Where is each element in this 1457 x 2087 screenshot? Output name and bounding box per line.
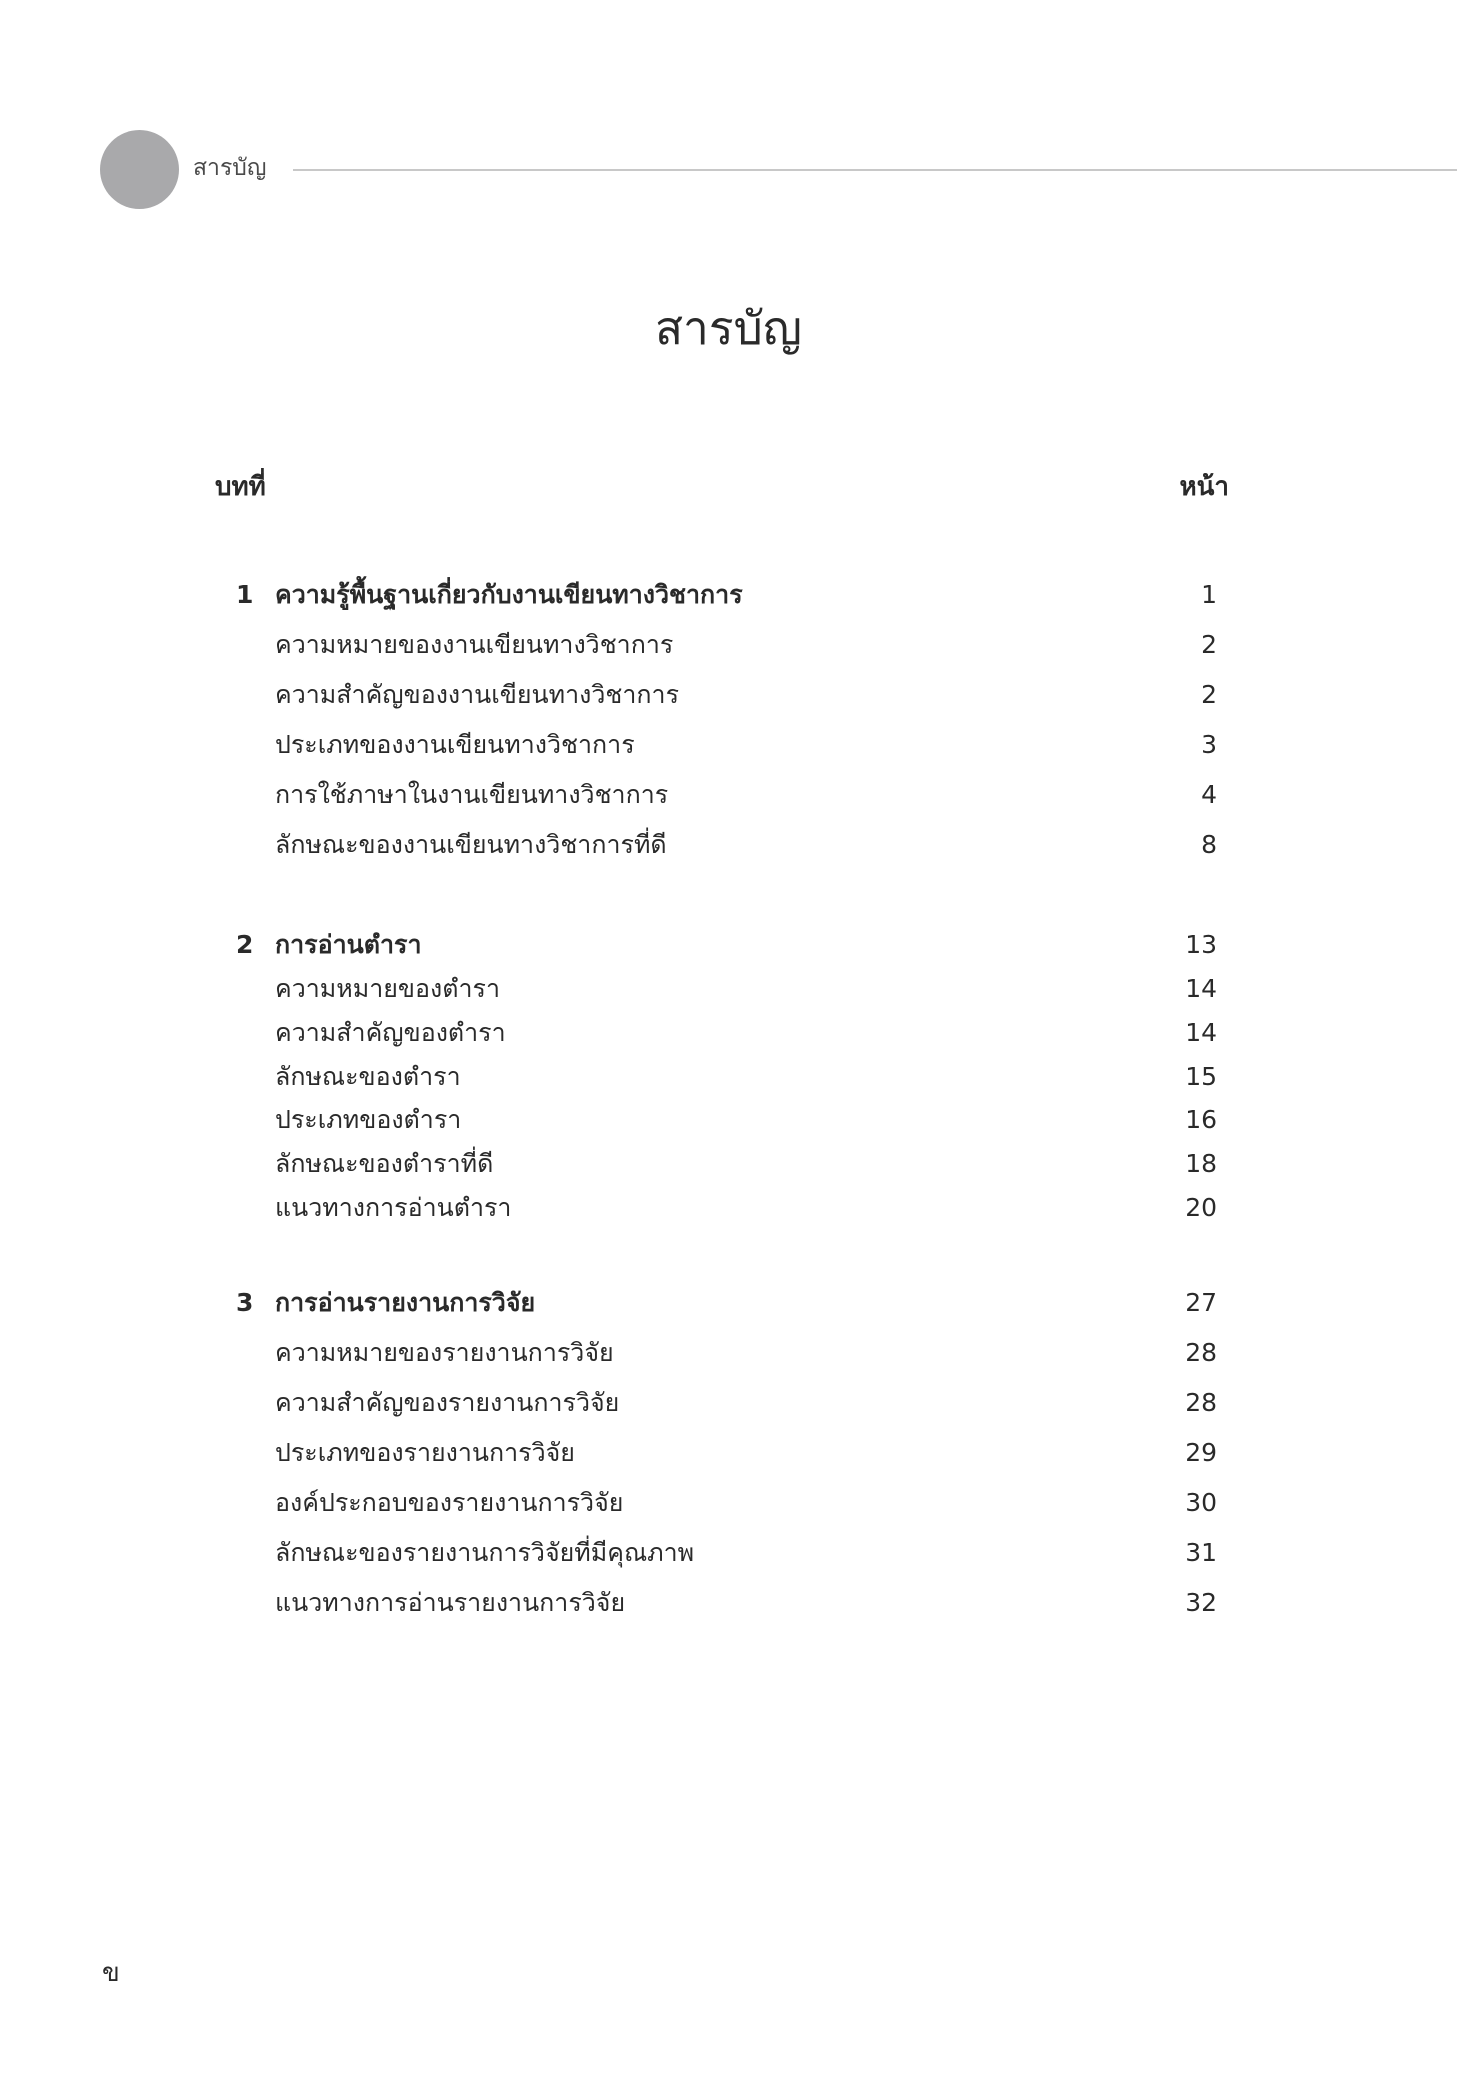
page-number: 8: [1201, 830, 1217, 859]
section-title: ความสำคัญของรายงานการวิจัย: [275, 1388, 620, 1417]
toc-section: [0, 825, 1457, 865]
page-number: 28: [1185, 1338, 1217, 1367]
section-title: ลักษณะของตำราที่ดี: [275, 1149, 494, 1178]
page-number: 2: [1201, 680, 1217, 709]
page-number: 27: [1185, 1288, 1217, 1317]
toc-section: [0, 1333, 1457, 1373]
page-number: 31: [1185, 1538, 1217, 1567]
chapter-number: 1: [236, 580, 254, 609]
section-title: ลักษณะของรายงานการวิจัยที่มีคุณภาพ: [275, 1538, 695, 1567]
chapter-title: การอ่านตำรา: [275, 930, 422, 959]
chapter-title: การอ่านรายงานการวิจัย: [275, 1288, 536, 1317]
toc-section: [0, 1013, 1457, 1053]
running-header: สารบัญ: [193, 155, 267, 181]
page-number: 4: [1201, 780, 1217, 809]
chapter-title: ความรู้พื้นฐานเกี่ยวกับงานเขียนทางวิชาการ: [275, 580, 743, 609]
section-title: ประเภทของตำรา: [275, 1105, 462, 1134]
toc-section: [0, 1433, 1457, 1473]
toc-section: [0, 675, 1457, 715]
section-title: ความหมายของรายงานการวิจัย: [275, 1338, 614, 1367]
page-number: 13: [1185, 930, 1217, 959]
footer-page-number: ข: [102, 1958, 120, 1988]
column-header-chapter: บทที่: [215, 472, 266, 502]
toc-section: [0, 1100, 1457, 1140]
section-title: ประเภทของงานเขียนทางวิชาการ: [275, 730, 635, 759]
toc-chapter-2: [0, 925, 1457, 965]
toc-chapter-1: [0, 575, 1457, 615]
toc-section: [0, 625, 1457, 665]
toc-section: [0, 775, 1457, 815]
page-number: 15: [1185, 1062, 1217, 1091]
toc-section: [0, 725, 1457, 765]
page-number: 14: [1185, 1018, 1217, 1047]
page-number: 3: [1201, 730, 1217, 759]
section-title: ความสำคัญของงานเขียนทางวิชาการ: [275, 680, 679, 709]
section-title: ประเภทของรายงานการวิจัย: [275, 1438, 575, 1467]
toc-section: [0, 1383, 1457, 1423]
section-title: องค์ประกอบของรายงานการวิจัย: [275, 1488, 624, 1517]
toc-section: [0, 1483, 1457, 1523]
page-number: 29: [1185, 1438, 1217, 1467]
page-number: 2: [1201, 630, 1217, 659]
chapter-number: 2: [236, 930, 254, 959]
page-title: สารบัญ: [654, 301, 802, 355]
toc-section: [0, 969, 1457, 1009]
toc-section: [0, 1533, 1457, 1573]
toc-chapter-3: [0, 1283, 1457, 1323]
page-number: 28: [1185, 1388, 1217, 1417]
header-divider: [293, 169, 1457, 171]
page-number: 1: [1201, 580, 1217, 609]
chapter-number: 3: [236, 1288, 254, 1317]
section-title: แนวทางการอ่านตำรา: [275, 1193, 512, 1222]
page-number: 18: [1185, 1149, 1217, 1178]
page-number: 16: [1185, 1105, 1217, 1134]
header-circle-decoration: [100, 130, 179, 209]
page-number: 32: [1185, 1588, 1217, 1617]
column-header-page: หน้า: [1179, 472, 1229, 502]
section-title: แนวทางการอ่านรายงานการวิจัย: [275, 1588, 626, 1617]
section-title: ลักษณะของตำรา: [275, 1062, 461, 1091]
toc-section: [0, 1583, 1457, 1623]
toc-section: [0, 1188, 1457, 1228]
section-title: การใช้ภาษาในงานเขียนทางวิชาการ: [275, 780, 669, 809]
section-title: ลักษณะของงานเขียนทางวิชาการที่ดี: [275, 830, 667, 859]
section-title: ความสำคัญของตำรา: [275, 1018, 506, 1047]
page-number: 20: [1185, 1193, 1217, 1222]
page-number: 30: [1185, 1488, 1217, 1517]
section-title: ความหมายของงานเขียนทางวิชาการ: [275, 630, 674, 659]
section-title: ความหมายของตำรา: [275, 974, 500, 1003]
page-number: 14: [1185, 974, 1217, 1003]
toc-section: [0, 1144, 1457, 1184]
toc-section: [0, 1057, 1457, 1097]
